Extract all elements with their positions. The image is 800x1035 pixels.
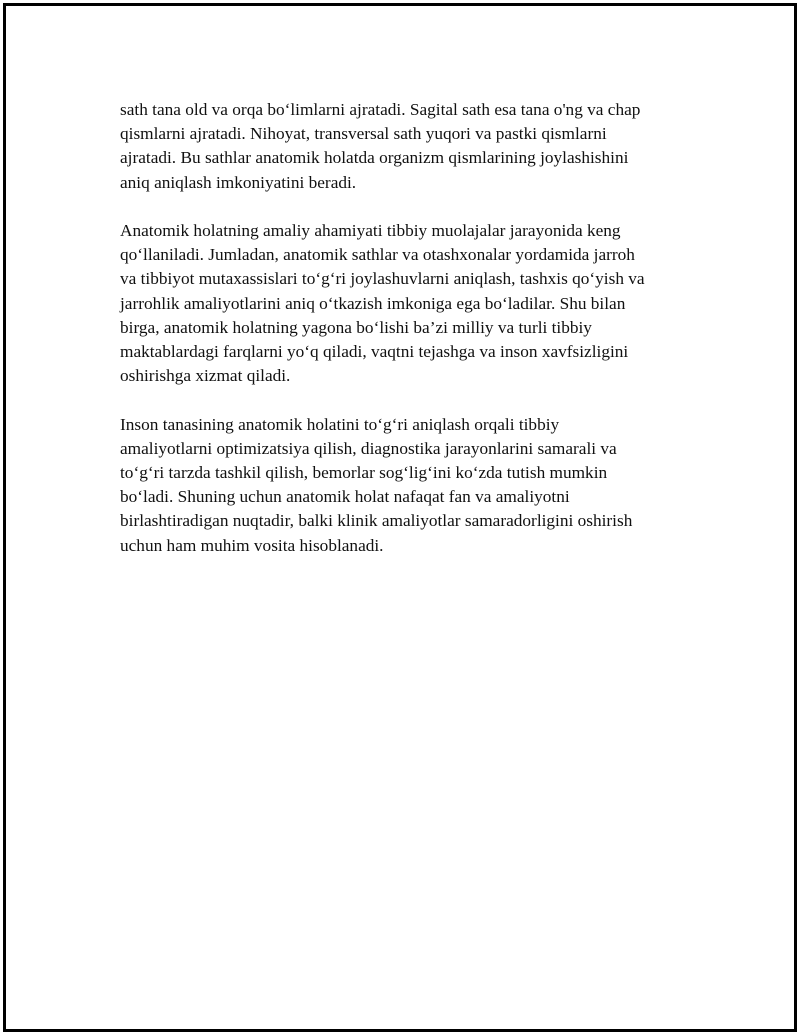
text-line: oshirishga xizmat qiladi.	[120, 366, 291, 386]
page-frame	[3, 3, 797, 1032]
text-line: amaliyotlarni optimizatsiya qilish, diagnostika jarayonlarini samarali va	[120, 438, 617, 458]
text-line: va tibbiyot mutaxassislari to‘g‘ri joylashuvlarni aniqlash, tashxis qo‘yish va	[120, 269, 645, 289]
text-line: qismlarni ajratadi. Nihoyat, transversal sath yuqori va pastki qismlarni	[120, 124, 607, 144]
text-line: sath tana old va orqa bo‘limlarni ajratadi. Sagital sath esa tana o'ng va chap	[120, 100, 641, 119]
document-body	[120, 98, 700, 582]
text-line: ajratadi. Bu sathlar anatomik holatda organizm qismlarining joylashishini	[120, 148, 629, 168]
text-line: qo‘llaniladi. Jumladan, anatomik sathlar va otashxonalar yordamida jarroh	[120, 245, 635, 265]
text-line: aniq aniqlash imkoniyatini beradi.	[120, 172, 357, 192]
paragraph-1	[120, 98, 700, 195]
paragraph-2	[120, 219, 700, 388]
text-line: birga, anatomik holatning yagona bo‘lishi ba’zi milliy va turli tibbiy	[120, 317, 592, 337]
text-line: uchun ham muhim vosita hisoblanadi.	[120, 535, 384, 555]
text-line: birlashtiradigan nuqtadir, balki klinik amaliyotlar samaradorligini oshirish	[120, 511, 633, 531]
text-line: jarrohlik amaliyotlarini aniq o‘tkazish imkoniga ega bo‘ladilar. Shu bilan	[120, 293, 626, 313]
text-line: Inson tanasining anatomik holatini to‘g‘ri aniqlash orqali tibbiy	[120, 414, 560, 434]
text-line: maktablardagi farqlarni yo‘q qiladi, vaqtni tejashga va inson xavfsizligini	[120, 342, 629, 362]
text-line: to‘g‘ri tarzda tashkil qilish, bemorlar sog‘lig‘ini ko‘zda tutish mumkin	[120, 463, 608, 483]
paragraph-3	[120, 413, 700, 558]
text-line: bo‘ladi. Shuning uchun anatomik holat nafaqat fan va amaliyotni	[120, 487, 570, 507]
text-line: Anatomik holatning amaliy ahamiyati tibbiy muolajalar jarayonida keng	[120, 221, 621, 240]
